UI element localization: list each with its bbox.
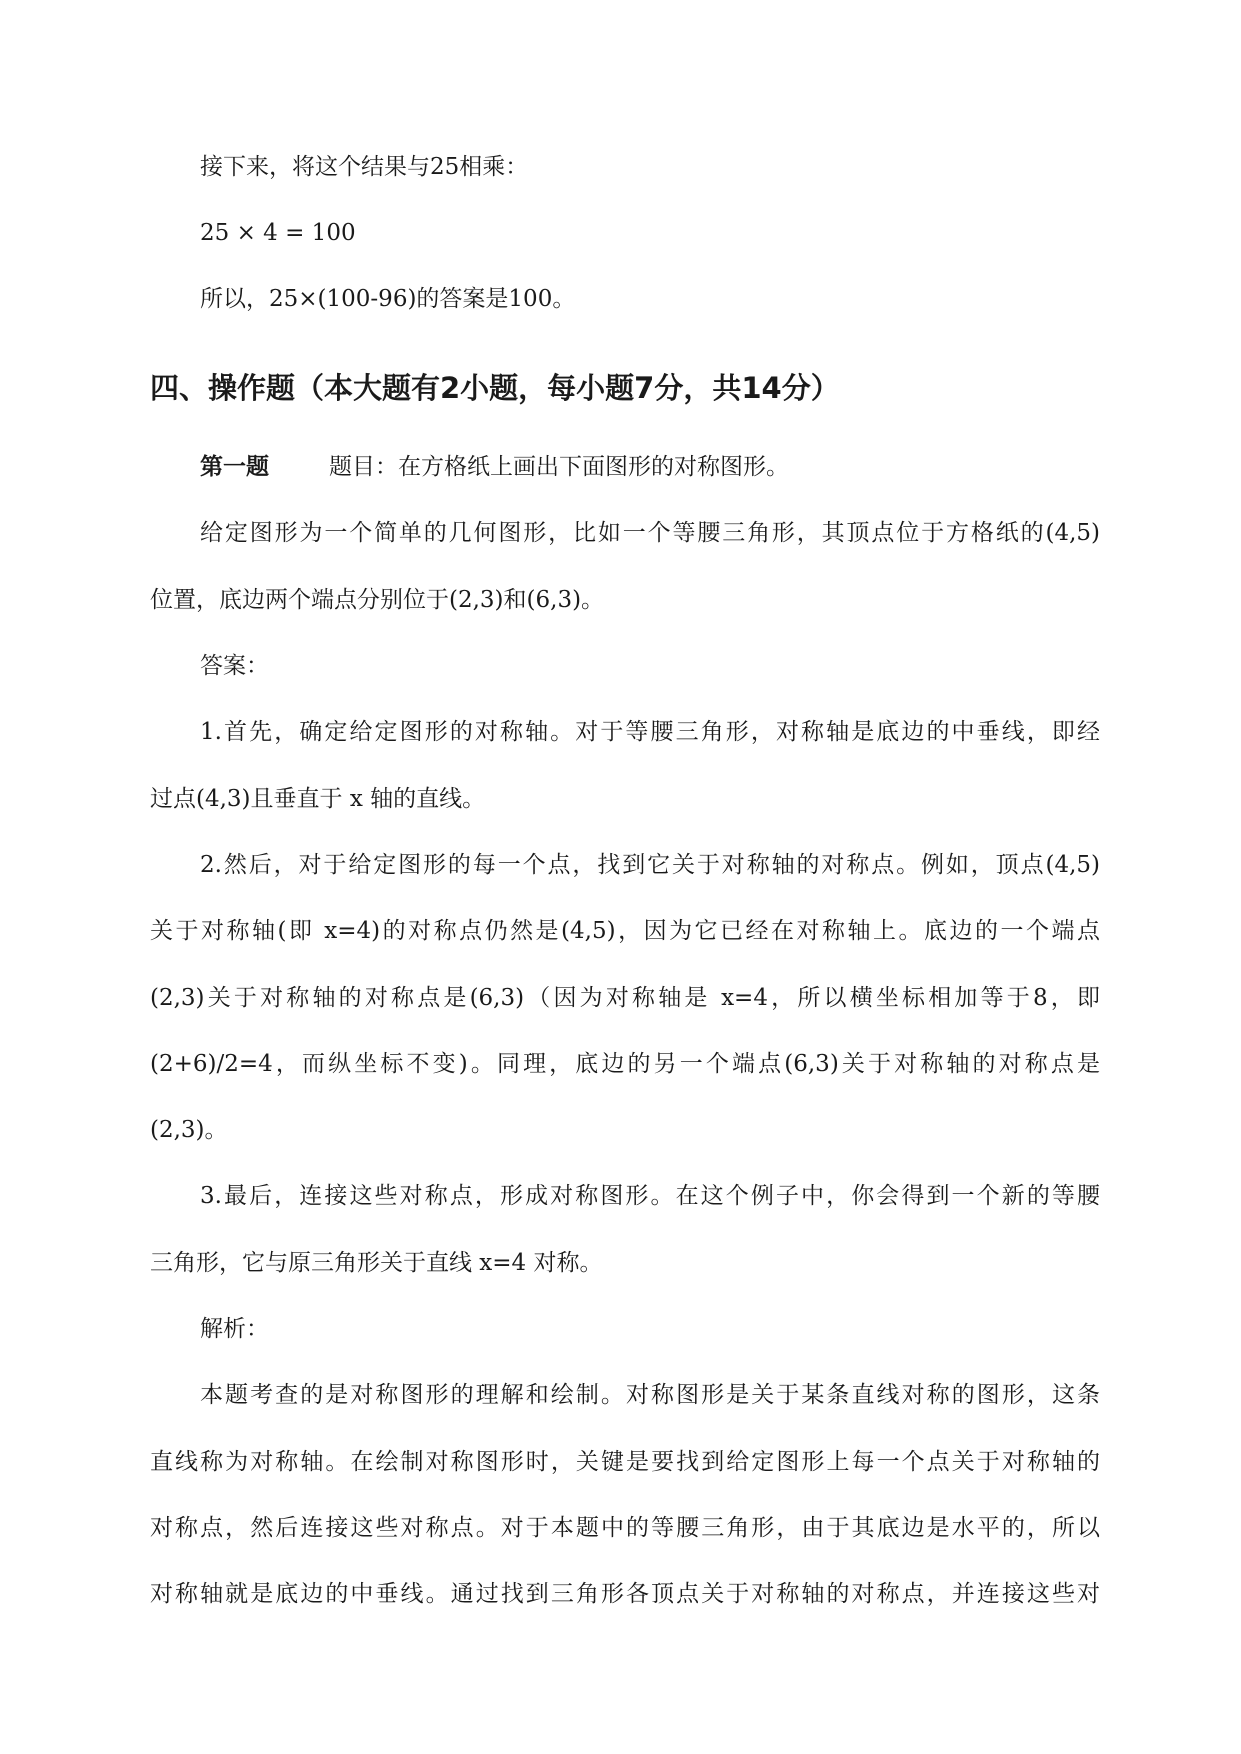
analysis-label: 解析： [200, 1316, 269, 1342]
paragraph-line: 3.最后，连接这些对称点，形成对称图形。在这个例子中，你会得到一个新的等腰 [200, 1183, 1100, 1209]
paragraph-line: (2+6)/2=4，而纵坐标不变)。同理，底边的另一个端点(6,3)关于对称轴的对称点是 [150, 1051, 1100, 1077]
paragraph-line: (2,3)关于对称轴的对称点是(6,3)（因为对称轴是 x=4，所以横坐标相加等于8，即 [150, 985, 1100, 1011]
paragraph-line: 过点(4,3)且垂直于 x 轴的直线。 [150, 786, 486, 812]
paragraph-line: 三角形，它与原三角形关于直线 x=4 对称。 [150, 1250, 603, 1276]
paragraph-line: 直线称为对称轴。在绘制对称图形时，关键是要找到给定图形上每一个点关于对称轴的 [150, 1449, 1100, 1475]
answer-label: 答案： [200, 653, 269, 679]
equation-line: 25 × 4 = 100 [200, 220, 356, 246]
section-heading: 四、操作题（本大题有2小题，每小题7分，共14分） [150, 371, 840, 405]
paragraph-line: 对称点，然后连接这些对称点。对于本题中的等腰三角形，由于其底边是水平的，所以 [150, 1515, 1100, 1541]
question-title: 题目：在方格纸上画出下面图形的对称图形。 [329, 454, 789, 480]
question-label: 第一题 [200, 454, 269, 480]
text-line: 接下来，将这个结果与25相乘： [200, 154, 529, 180]
text-line: 所以，25×(100-96)的答案是100。 [200, 286, 576, 312]
paragraph-line: 给定图形为一个简单的几何图形，比如一个等腰三角形，其顶点位于方格纸的(4,5) [200, 520, 1100, 546]
paragraph-line: 关于对称轴(即 x=4)的对称点仍然是(4,5)，因为它已经在对称轴上。底边的一个端点 [150, 918, 1100, 944]
paragraph-line: 2.然后，对于给定图形的每一个点，找到它关于对称轴的对称点。例如，顶点(4,5) [200, 852, 1100, 878]
paragraph-line: 1.首先，确定给定图形的对称轴。对于等腰三角形，对称轴是底边的中垂线，即经 [200, 719, 1100, 745]
paragraph-line: 位置，底边两个端点分别位于(2,3)和(6,3)。 [150, 587, 605, 613]
paragraph-line: 对称轴就是底边的中垂线。通过找到三角形各顶点关于对称轴的对称点，并连接这些对 [150, 1581, 1100, 1607]
paragraph-line: 本题考查的是对称图形的理解和绘制。对称图形是关于某条直线对称的图形，这条 [200, 1382, 1100, 1408]
paragraph-line: (2,3)。 [150, 1117, 228, 1143]
question-line [200, 452, 1100, 482]
